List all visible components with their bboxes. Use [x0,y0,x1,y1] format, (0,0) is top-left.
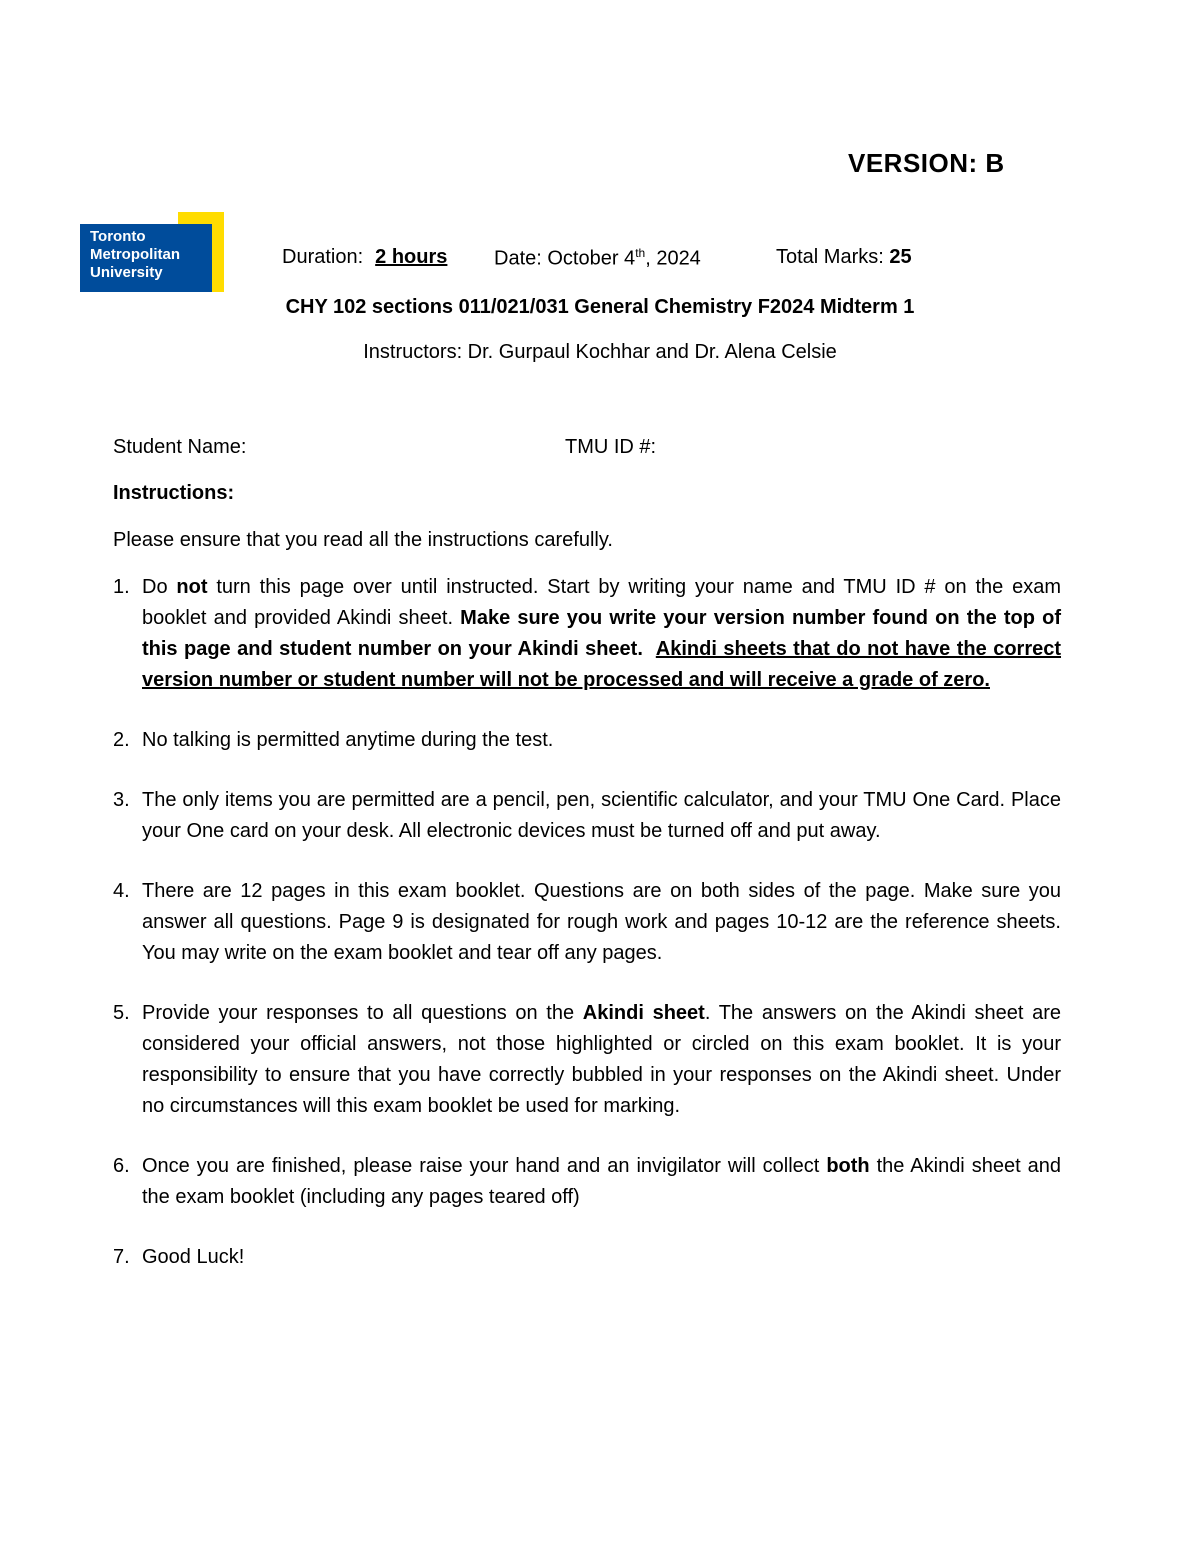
item-number: 6. [113,1155,130,1177]
item-text: Provide your responses to all questions on the [142,1002,583,1024]
instruction-item-5 [113,998,1061,1122]
logo-wordmark [80,224,212,292]
item-number: 7. [113,1246,130,1268]
date-label: Date: October 4 [494,247,636,270]
course-title: CHY 102 sections 011/021/031 General Chemistry F2024 Midterm 1 [285,296,915,318]
item-text-bold: Make sure you write your version number found on the top of this page and student number on your Akindi sheet. [142,607,1062,660]
instructions-list [113,572,1061,1273]
instructors: Instructors: Dr. Gurpaul Kochhar and Dr. Alena Celsie [363,341,837,363]
list-spacer [113,847,1061,876]
item-number: 2. [113,729,130,751]
duration [282,246,447,269]
item-number: 1. [113,576,130,598]
item-text: The only items you are permitted are a pencil, pen, scientific calculator, and your TMU One Card. Place your One card on your desk. All electronic devices must be turned off and put away. [142,789,1061,842]
list-spacer [113,969,1061,998]
item-text: There are 12 pages in this exam booklet. Questions are on both sides of the page. Make sure you answer all questions. Page 9 is designated for rough work and pages 10-12 are the reference sheets. You may write on the exam booklet and tear off any pages. [142,880,1061,964]
total-marks [776,246,912,269]
instructions-intro: Please ensure that you read all the instructions carefully. [113,529,613,551]
item-number: 4. [113,880,130,902]
item-text-warning: Akindi sheets that do not have the correct version number or student number will not be processed and will receive a grade of zero. [142,638,1062,691]
item-text: . The answers on the Akindi sheet are considered your official answers, not those highlighted or circled on this exam booklet. It is your responsibility to ensure that you have correctly bubbled in your responses on the Akindi sheet. Under no circumstances will this exam booklet be used for marking. [142,1002,1061,1117]
list-spacer [113,1122,1061,1151]
item-text: Once you are finished, please raise your hand and an invigilator will collect [142,1155,827,1177]
item-text: Good Luck! [142,1246,245,1268]
instruction-item-4 [113,876,1061,969]
duration-value: 2 hours [375,246,448,268]
item-text: turn this page over until instructed. Start by writing your name and TMU ID # on the exam booklet and provided Akindi sheet. [142,576,1062,629]
exam-date [494,246,701,271]
item-text-bold: both [826,1155,870,1177]
total-value: 25 [889,246,912,268]
item-text-bold: Akindi sheet [582,1002,705,1024]
version-label: VERSION: B [848,148,1005,178]
logo-line-1: Toronto [90,228,146,245]
item-text-bold: not [176,576,208,598]
list-spacer [113,1213,1061,1242]
instruction-item-1 [113,572,1061,696]
student-name-label: Student Name: [113,436,247,458]
item-text-space [643,638,656,660]
instruction-item-3 [113,785,1061,847]
logo-line-2: Metropolitan [90,246,180,263]
list-spacer [113,756,1061,785]
tmu-id-label: TMU ID #: [565,436,657,458]
date-year: , 2024 [645,247,701,270]
logo-line-3: University [90,264,163,281]
item-text: No talking is permitted anytime during the test. [142,729,554,751]
instruction-item-6 [113,1151,1061,1213]
item-number: 5. [113,1002,130,1024]
total-label: Total Marks: [776,246,890,268]
instruction-item-7 [113,1242,1061,1273]
item-number: 3. [113,789,130,811]
duration-label: Duration: [282,246,364,268]
date-suffix: th [635,246,646,260]
item-text: the Akindi sheet and the exam booklet (including any pages teared off) [142,1155,1061,1208]
item-text: Do [142,576,177,598]
list-spacer [113,696,1061,725]
instruction-item-2 [113,725,1061,756]
instructions-heading: Instructions: [113,482,235,504]
